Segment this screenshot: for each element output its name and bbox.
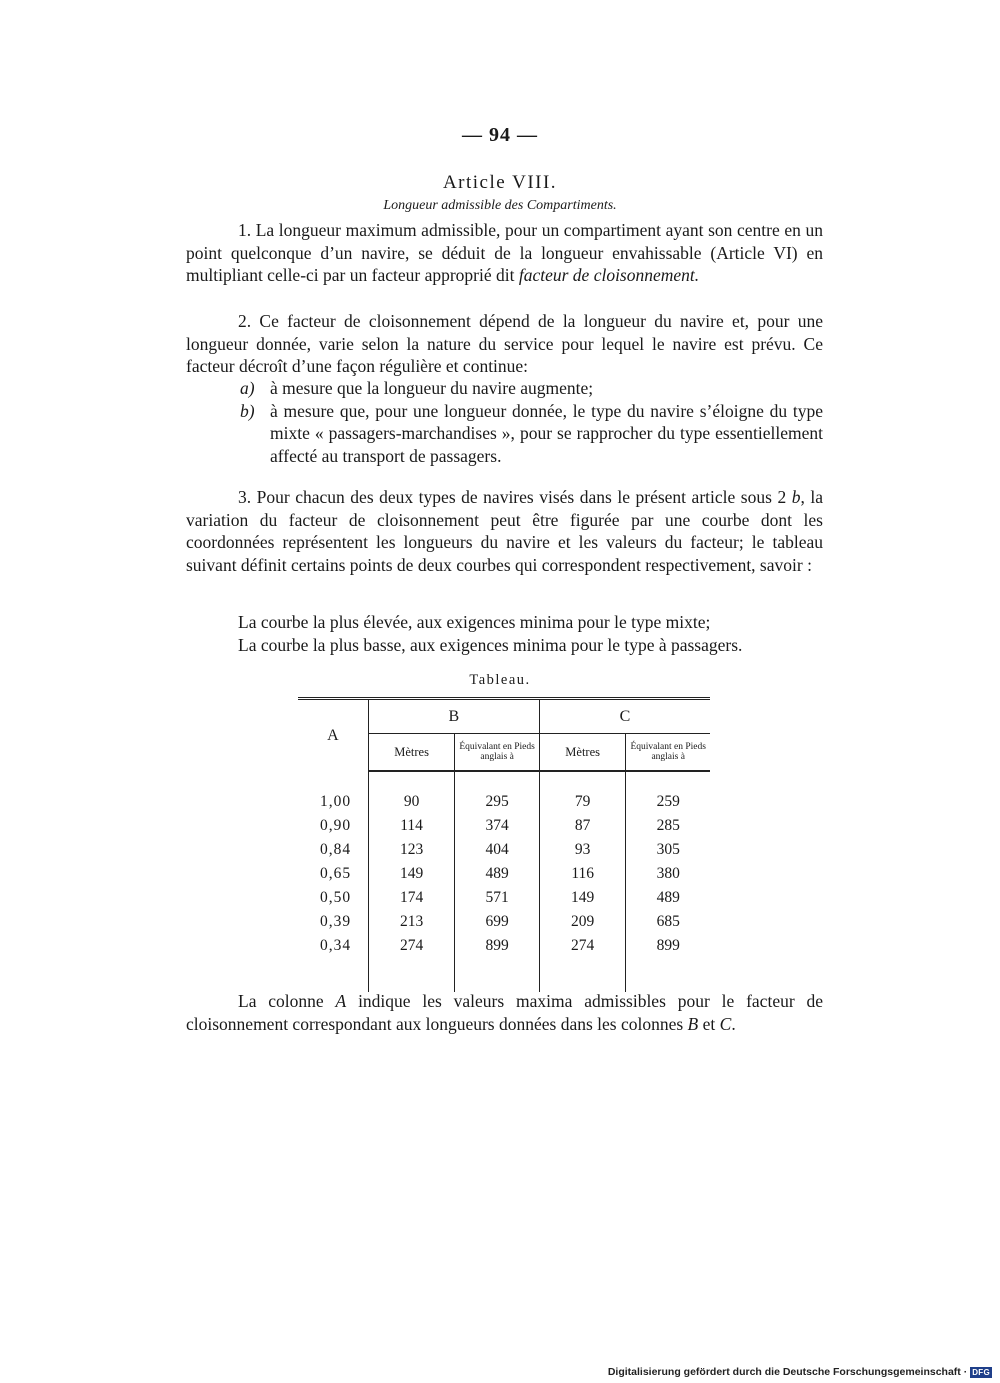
column-header-c: C	[539, 699, 710, 734]
closing-text-3: et	[698, 1013, 720, 1034]
dfg-logo: DFG	[972, 1367, 990, 1377]
paragraph-1	[186, 219, 823, 287]
subdivision-factor-table	[298, 697, 710, 992]
cell-c-feet: 380	[656, 865, 680, 882]
closing-ref-c: C	[719, 1013, 732, 1034]
cell-b-feet: 295	[455, 790, 540, 814]
list-item-key: b)	[240, 400, 255, 421]
curve-upper: La courbe la plus élevée, aux exigences minima pour le type mixte;	[238, 612, 711, 632]
paragraph-3	[186, 486, 823, 576]
cell-factor: 0,39	[298, 910, 368, 934]
closing-ref-b: B	[687, 1013, 699, 1034]
article-subtitle: Longueur admissible des Compartiments.	[383, 198, 617, 213]
cell-c-feet: 899	[656, 937, 680, 954]
cell-b-metres: 213	[368, 910, 455, 934]
cell-c-metres: 116	[539, 862, 626, 886]
page-number: — 94 —	[462, 124, 538, 146]
cell-c-metres: 79	[539, 790, 626, 814]
article-title: Article VIII.	[442, 172, 558, 193]
closing-ref-a: A	[335, 991, 347, 1011]
cell-b-metres: 174	[368, 886, 455, 910]
paragraph-1-term: facteur de cloisonnement.	[518, 265, 700, 285]
factor-list	[240, 377, 823, 467]
paragraph-3-text-after: , la variation du facteur de cloisonnement peut être figurée par une courbe dont les coordonnées représentent les longueurs du navire et les valeurs du facteur; le tableau suivant définit certains points de deux courbes qui correspondent respectivement, savoir :	[186, 487, 823, 575]
column-header-a: A	[298, 699, 368, 772]
cell-c-metres: 93	[539, 838, 626, 862]
curves-description	[186, 611, 823, 656]
curve-lower: La courbe la plus basse, aux exigences minima pour le type à passagers.	[238, 634, 743, 655]
list-item-b	[240, 400, 823, 468]
table-row	[298, 862, 710, 886]
closing-paragraph	[186, 990, 823, 1035]
cell-b-feet: 374	[455, 814, 540, 838]
cell-b-feet: 571	[455, 886, 540, 910]
cell-b-feet: 899	[455, 934, 540, 958]
paragraph-1-text: 1. La longueur maximum admissible, pour un compartiment ayant son centre en un point quelconque d’un navire, se déduit de la longueur envahissable (Article VI) en multipliant celle-ci par un facteur approprié dit	[186, 220, 823, 285]
table-row	[298, 838, 710, 862]
cell-factor: 0,34	[298, 934, 368, 958]
cell-c-feet: 305	[656, 841, 680, 858]
cell-b-metres: 274	[368, 934, 455, 958]
cell-c-metres: 274	[539, 934, 626, 958]
closing-text-4: .	[731, 1013, 736, 1034]
list-item-text: à mesure que, pour une longueur donnée, le type du navire s’éloigne du type mixte « passagers-marchandises », pour se rapprocher du type essentiellement affecté au transport de passagers.	[270, 400, 823, 466]
cell-b-feet: 489	[455, 862, 540, 886]
cell-c-metres: 209	[539, 910, 626, 934]
footer-text: Digitalisierung gefördert durch die Deutsche Forschungsgemeinschaft ·	[607, 1366, 968, 1378]
paragraph-3-text-before: 3. Pour chacun des deux types de navires visés dans le présent article sous 2	[238, 487, 792, 507]
subheader-c-feet: Équivalant en Pieds anglais à	[626, 734, 710, 772]
cell-b-metres: 90	[368, 790, 455, 814]
cell-c-metres: 87	[539, 814, 626, 838]
table-row	[298, 790, 710, 814]
cell-c-feet: 685	[656, 913, 680, 930]
cell-factor: 0,84	[298, 838, 368, 862]
cell-c-metres: 149	[539, 886, 626, 910]
subheader-c-metres: Mètres	[539, 734, 626, 772]
table-row	[298, 886, 710, 910]
cell-factor: 1,00	[298, 790, 368, 814]
paragraph-3-ref: b	[791, 487, 801, 507]
list-item-key: a)	[240, 378, 255, 398]
cell-b-feet: 699	[455, 910, 540, 934]
list-item-text: à mesure que la longueur du navire augmente;	[270, 378, 594, 398]
column-header-b: B	[368, 699, 539, 734]
paragraph-2-text: 2. Ce facteur de cloisonnement dépend de la longueur du navire et, pour une longueur donnée, varie selon la nature du service pour lequel le navire est prévu. Ce facteur décroît d’une façon régulière et continue:	[186, 311, 823, 376]
table-caption: Tableau.	[469, 672, 531, 688]
cell-b-feet: 404	[455, 838, 540, 862]
cell-b-metres: 123	[368, 838, 455, 862]
closing-text-2: indique les valeurs maxima admissibles pour le facteur de cloisonnement correspondant aux longueurs données dans les colonnes	[186, 991, 824, 1034]
table-row	[298, 814, 710, 838]
subheader-b-feet: Équivalant en Pieds anglais à	[455, 734, 540, 772]
cell-c-feet: 489	[656, 889, 680, 906]
cell-c-feet: 259	[656, 793, 680, 810]
list-item-a	[240, 377, 823, 400]
cell-factor: 0,65	[298, 862, 368, 886]
cell-b-metres: 149	[368, 862, 455, 886]
digitization-footer	[608, 1366, 992, 1378]
paragraph-2	[186, 310, 823, 378]
cell-factor: 0,90	[298, 814, 368, 838]
cell-c-feet: 285	[656, 817, 680, 834]
cell-b-metres: 114	[368, 814, 455, 838]
subheader-b-metres: Mètres	[368, 734, 455, 772]
closing-text-1: La colonne	[238, 991, 336, 1011]
cell-factor: 0,50	[298, 886, 368, 910]
table-row	[298, 910, 710, 934]
table-row	[298, 934, 710, 958]
